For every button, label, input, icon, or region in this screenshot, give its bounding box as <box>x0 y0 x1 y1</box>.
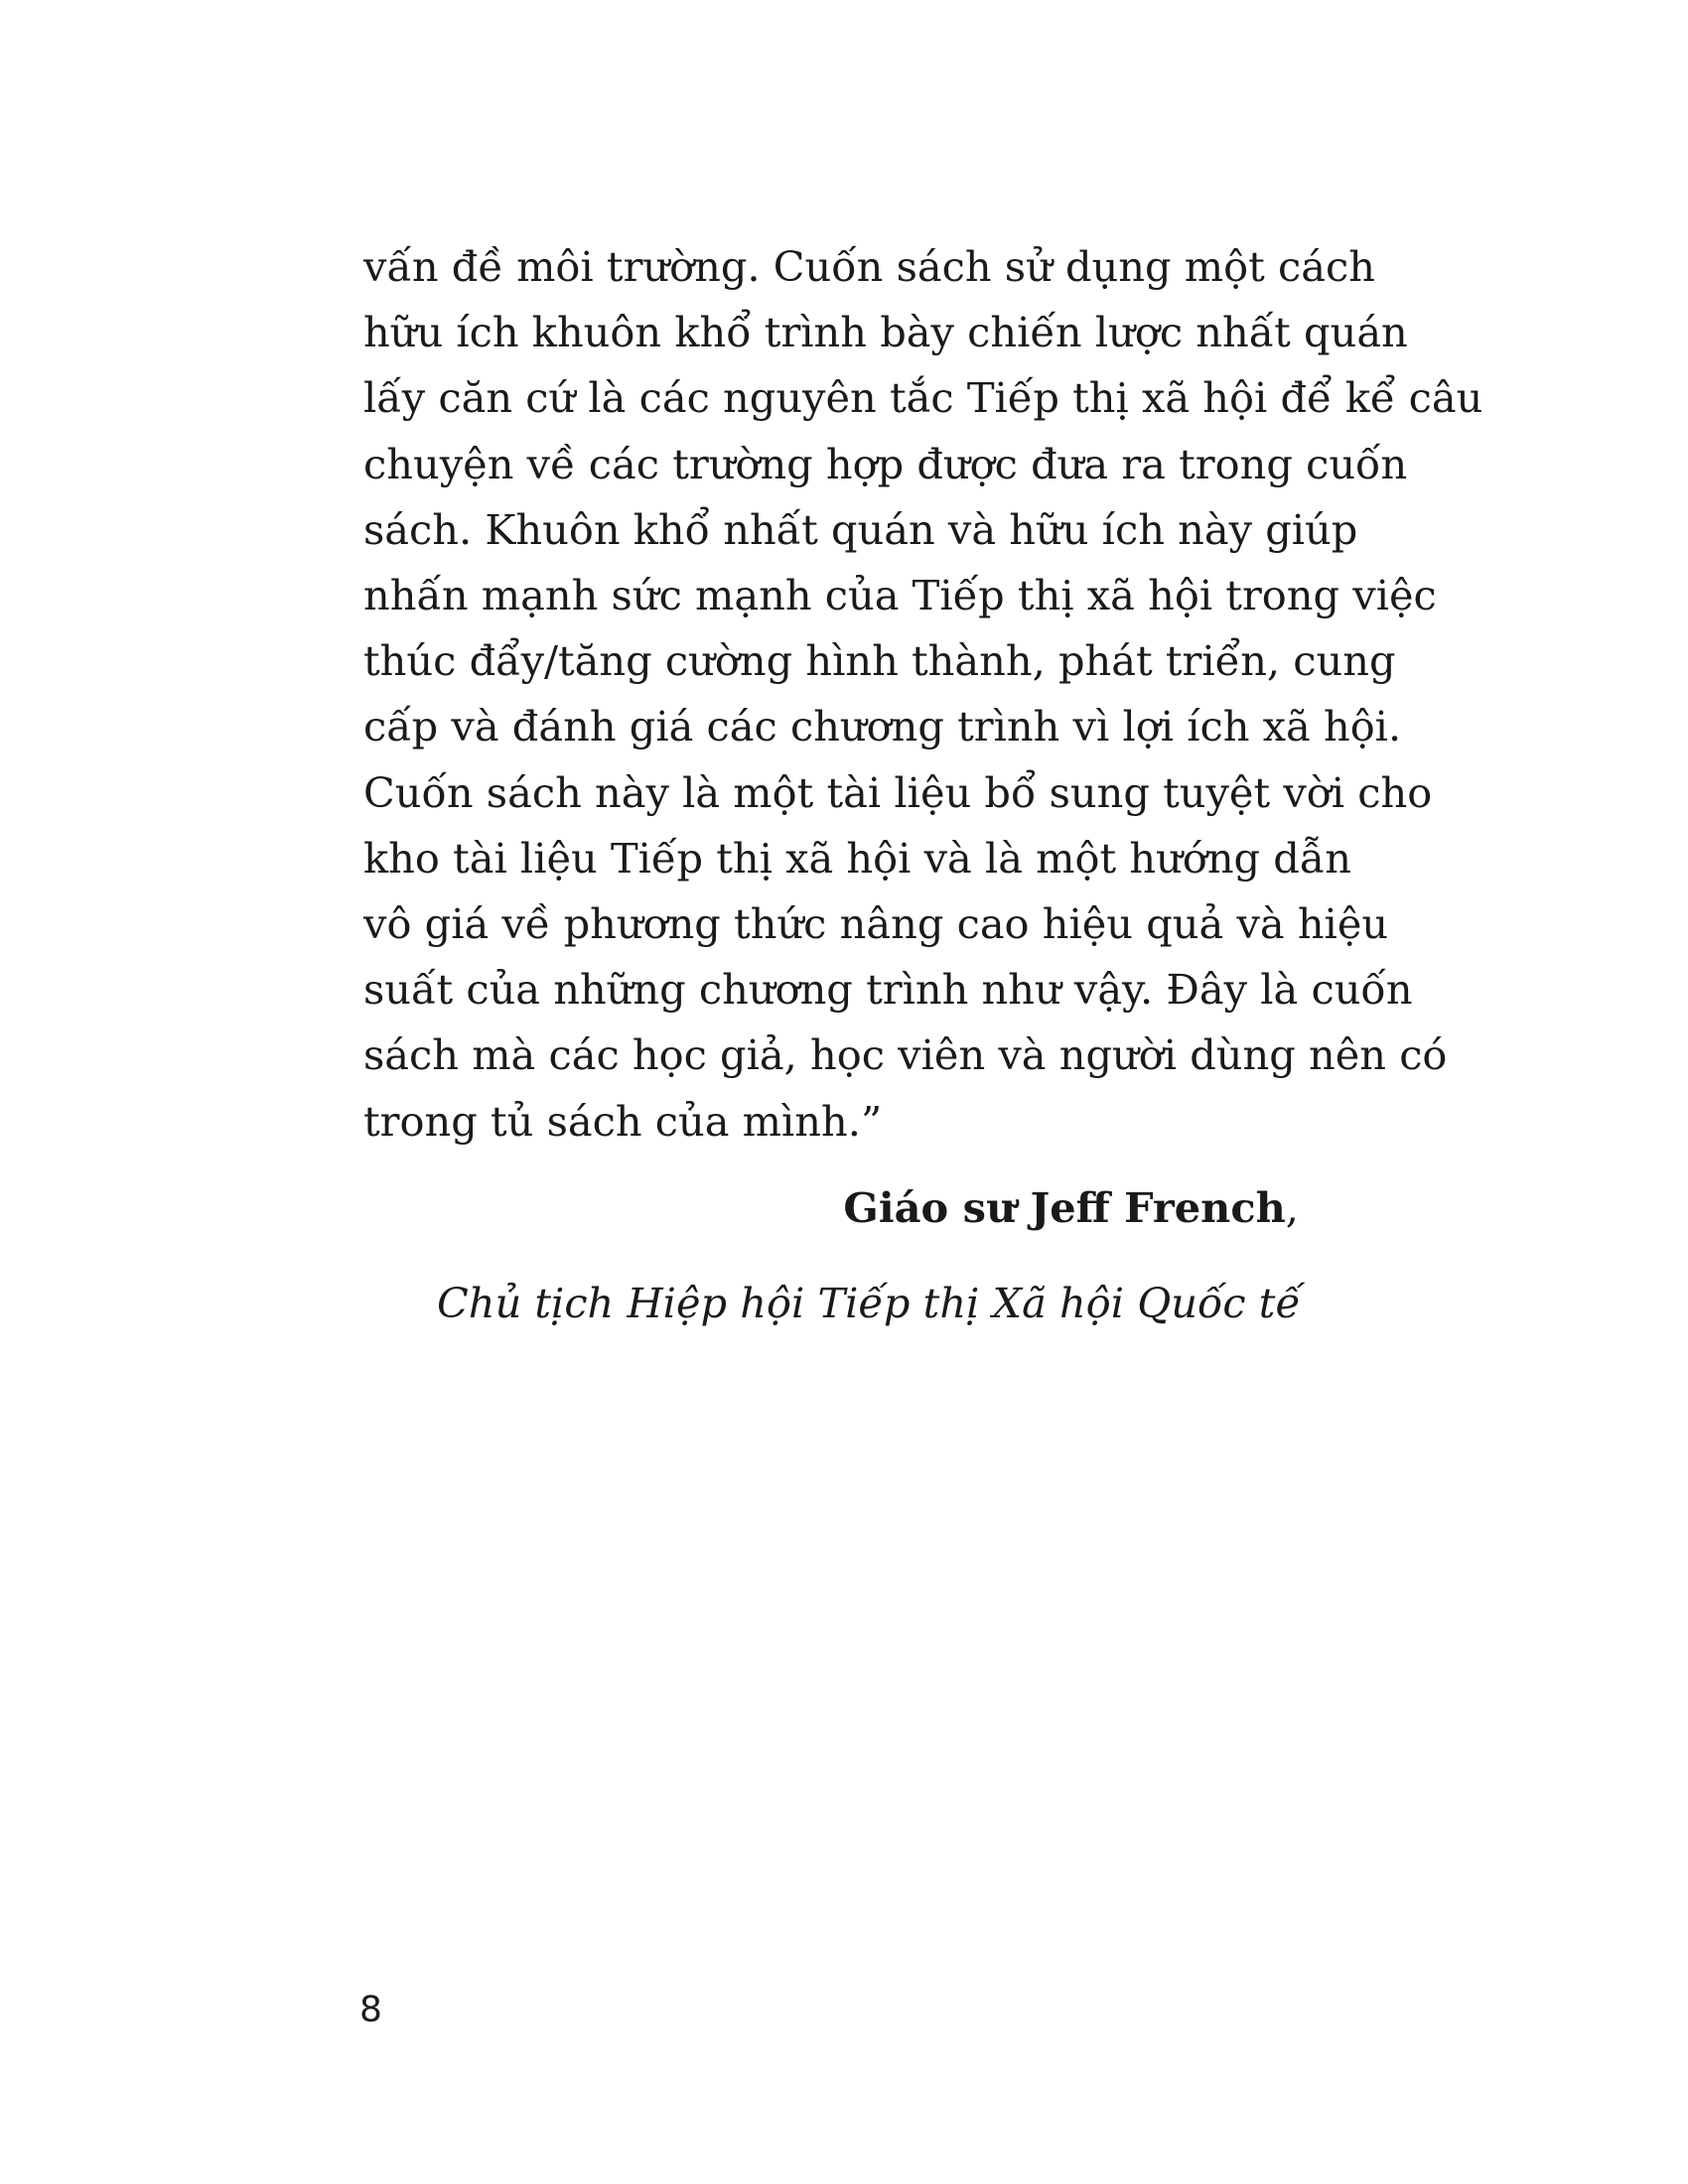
signature-line <box>843 1175 1299 1241</box>
text-line: thúc đẩy/tăng cường hình thành, phát triển, cung <box>363 636 1396 686</box>
text-line: vô giá về phương thức nâng cao hiệu quả và hiệu <box>363 899 1389 949</box>
text-line: chuyện về các trường hợp được đưa ra trong cuốn <box>363 439 1408 488</box>
text-line: nhấn mạnh sức mạnh của Tiếp thị xã hội trong việc <box>363 571 1437 620</box>
text-line: kho tài liệu Tiếp thị xã hội và là một hướng dẫn <box>363 833 1352 883</box>
text-line: cấp và đánh giá các chương trình vì lợi ích xã hội. <box>363 702 1402 751</box>
text-line-last: trong tủ sách của mình.” <box>363 1096 883 1146</box>
text-line: suất của những chương trình như vậy. Đây là cuốn <box>363 965 1413 1015</box>
text-line: vấn đề môi trường. Cuốn sách sử dụng một cách <box>363 242 1375 291</box>
text-line: hữu ích khuôn khổ trình bày chiến lược nhất quán <box>363 308 1408 357</box>
text-line: sách. Khuôn khổ nhất quán và hữu ích này giúp <box>363 504 1358 554</box>
text-line: sách mà các học giả, học viên và người dùng nên có <box>363 1030 1448 1080</box>
signature-name: Giáo sư Jeff French <box>843 1183 1286 1232</box>
signature-comma: , <box>1285 1183 1299 1232</box>
page-number: 8 <box>359 1989 382 2030</box>
body-paragraph <box>363 234 1483 1155</box>
signature-title: Chủ tịch Hiệp hội Tiếp thị Xã hội Quốc tế <box>436 1279 1301 1327</box>
text-line: lấy căn cứ là các nguyên tắc Tiếp thị xã hội để kể câu <box>363 373 1483 423</box>
text-line: Cuốn sách này là một tài liệu bổ sung tuyệt vời cho <box>363 767 1433 817</box>
